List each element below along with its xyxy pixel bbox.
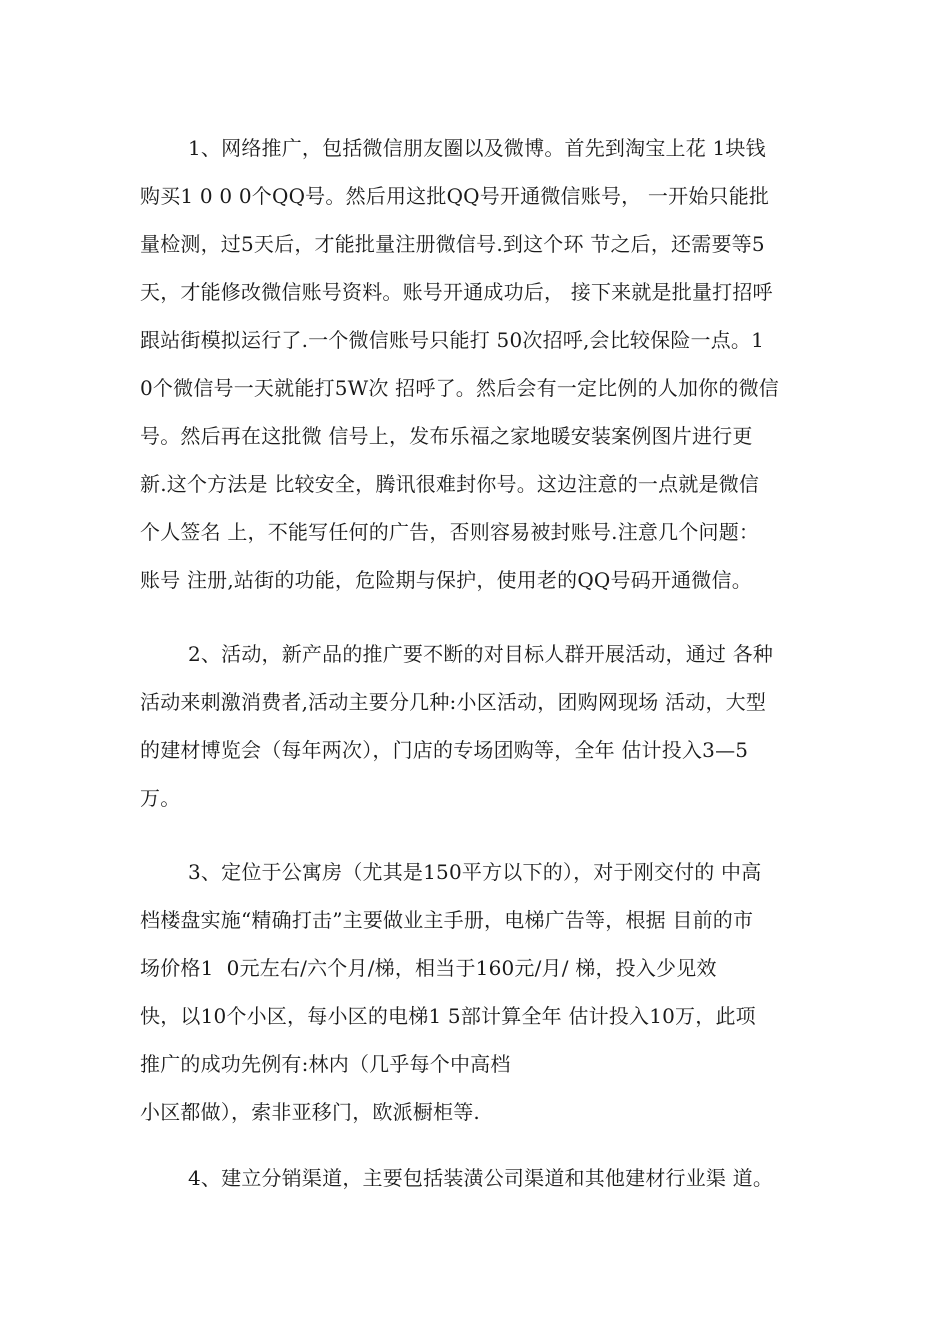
text-line: 个人签名 上，不能写任何的广告，否则容易被封账号.注意几个问题：	[140, 520, 760, 544]
text-line: 购买1 0 0 0个QQ号。然后用这批QQ号开通微信账号， 一开始只能批	[140, 184, 770, 208]
text-line: 3、定位于公寓房（尤其是150平方以下的），对于刚交付的 中高	[188, 860, 762, 884]
text-line: 号。然后再在这批微 信号上，发布乐福之家地暖安装案例图片进行更	[140, 424, 753, 448]
text-line: 档楼盘实施“精确打击”主要做业主手册，电梯广告等，根据 目前的市	[140, 908, 754, 932]
text-line: 场价格1 0元左右/六个月/梯，相当于160元/月/ 梯，投入少见效	[140, 956, 717, 980]
text-line: 新.这个方法是 比较安全，腾讯很难封你号。这边注意的一点就是微信	[140, 472, 760, 496]
text-line: 的建材博览会（每年两次），门店的专场团购等，全年 估计投入3—5	[140, 738, 749, 762]
text-line: 量检测，过5天后，才能批量注册微信号.到这个环 节之后，还需要等5	[140, 232, 765, 256]
text-line: 账号 注册,站街的功能，危险期与保护，使用老的QQ号码开通微信。	[140, 568, 752, 592]
text-line: 推广的成功先例有:林内（几乎每个中高档	[140, 1052, 511, 1076]
text-line: 2、活动，新产品的推广要不断的对目标人群开展活动，通过 各种	[188, 642, 774, 666]
text-line: 万。	[140, 786, 181, 810]
text-line: 小区都做），索非亚移门，欧派橱柜等.	[140, 1100, 480, 1124]
text-line: 天，才能修改微信账号资料。账号开通成功后， 接下来就是批量打招呼	[140, 280, 773, 304]
text-line: 活动来刺激消费者,活动主要分几种:小区活动，团购网现场 活动，大型	[140, 690, 767, 714]
text-line: 4、建立分销渠道，主要包括装潢公司渠道和其他建材行业渠 道。	[188, 1166, 774, 1190]
text-line: 快，以10个小区，每小区的电梯1 5部计算全年 估计投入10万，此项	[140, 1004, 756, 1028]
text-line: 1、网络推广，包括微信朋友圈以及微博。首先到淘宝上花 1块钱	[188, 136, 766, 160]
text-line: 跟站街模拟运行了.一个微信账号只能打 50次招呼,会比较保险一点。1	[140, 328, 765, 352]
text-line: 0个微信号一天就能打5W次 招呼了。然后会有一定比例的人加你的微信	[140, 376, 779, 400]
